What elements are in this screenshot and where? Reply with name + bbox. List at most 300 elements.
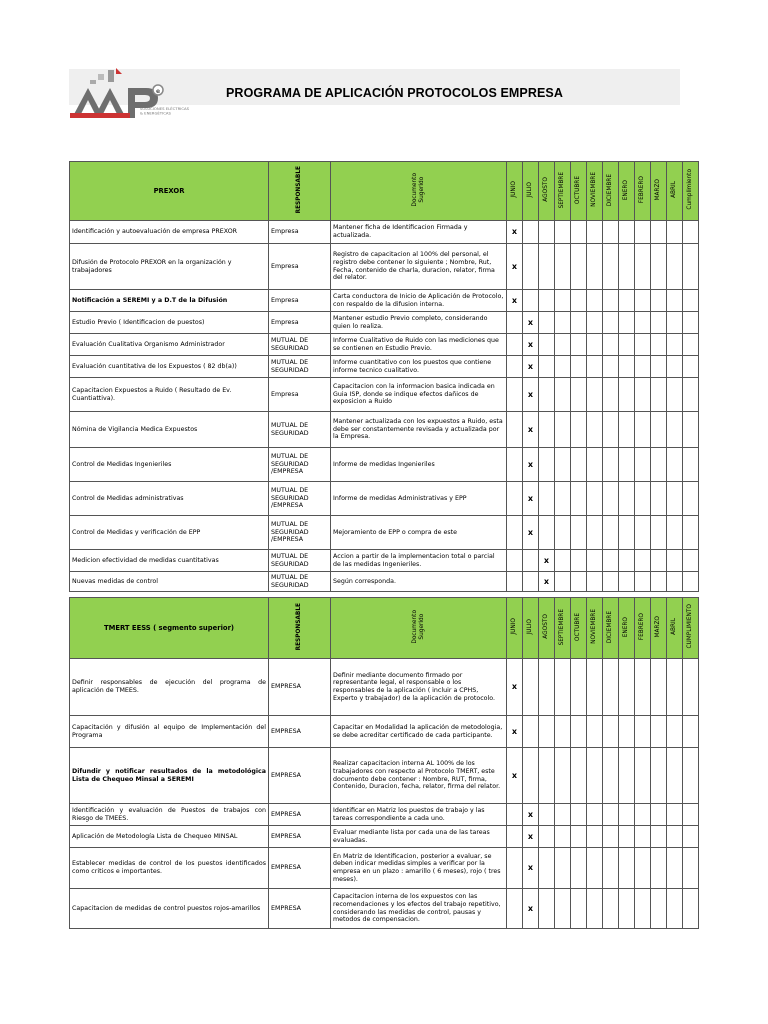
month-cell <box>571 482 587 516</box>
month-cell <box>587 889 603 929</box>
header-month-text: NOVIEMBRE <box>591 609 598 645</box>
month-cell <box>603 848 619 889</box>
month-cell <box>555 889 571 929</box>
schedule-mark: x <box>511 770 518 780</box>
table-row <box>70 312 699 334</box>
month-cell <box>523 516 539 550</box>
month-cell <box>619 804 635 826</box>
document-cell: Accion a partir de la implementacion total o parcial de las medidas Ingenieriles. <box>331 550 507 572</box>
month-cell <box>619 748 635 804</box>
month-cell <box>619 412 635 448</box>
header-month-noviembre <box>587 598 603 659</box>
activity-cell: Notificación a SEREMI y a D.T de la Difusión <box>70 290 269 312</box>
header-month-abril <box>667 162 683 221</box>
responsable-cell: Empresa <box>269 221 331 244</box>
month-cell <box>635 716 651 748</box>
responsable-cell: MUTUAL DE SEGURIDAD /EMPRESA <box>269 516 331 550</box>
header-documento <box>331 162 507 221</box>
document-cell: Capacitar en Modalidad la aplicación de metodologia, se debe acreditar certificado de cada participante. <box>331 716 507 748</box>
month-cell <box>651 516 667 550</box>
document-cell: Mantener estudio Previo completo, considerando quien lo realiza. <box>331 312 507 334</box>
document-cell: Evaluar mediante lista por cada una de las tareas evaluadas. <box>331 826 507 848</box>
month-cell <box>555 716 571 748</box>
month-cell <box>651 312 667 334</box>
month-cell <box>619 516 635 550</box>
month-cell <box>651 826 667 848</box>
month-cell <box>539 826 555 848</box>
month-cell <box>651 448 667 482</box>
month-cell <box>651 356 667 378</box>
month-cell <box>603 716 619 748</box>
month-cell <box>667 748 683 804</box>
month-cell <box>667 356 683 378</box>
month-cell <box>555 572 571 592</box>
month-cell <box>635 448 651 482</box>
month-cell <box>683 290 699 312</box>
month-cell <box>571 244 587 290</box>
month-cell <box>603 572 619 592</box>
month-cell <box>683 221 699 244</box>
month-cell <box>523 889 539 929</box>
schedule-mark: x <box>527 389 534 399</box>
month-cell <box>555 334 571 356</box>
month-cell <box>667 804 683 826</box>
month-cell <box>571 804 587 826</box>
schedule-mark: x <box>527 361 534 371</box>
month-cell <box>555 378 571 412</box>
month-cell <box>635 312 651 334</box>
responsable-cell: MUTUAL DE SEGURIDAD /EMPRESA <box>269 482 331 516</box>
table-row <box>70 412 699 448</box>
month-cell <box>539 448 555 482</box>
month-cell <box>539 378 555 412</box>
month-cell <box>667 848 683 889</box>
month-cell <box>523 748 539 804</box>
month-cell <box>507 312 523 334</box>
month-cell <box>635 572 651 592</box>
schedule-mark: x <box>543 555 550 565</box>
header-month-marzo <box>651 162 667 221</box>
month-cell <box>507 482 523 516</box>
month-cell <box>651 572 667 592</box>
month-cell <box>555 804 571 826</box>
header-month-text: JULIO <box>527 618 534 635</box>
activity-cell: Capacitacion Expuestos a Ruido ( Resultado de Ev. Cuantiattiva). <box>70 378 269 412</box>
month-cell <box>587 659 603 716</box>
prexor-table <box>69 161 699 592</box>
table-row <box>70 804 699 826</box>
month-cell <box>555 290 571 312</box>
month-cell <box>667 659 683 716</box>
month-cell <box>555 550 571 572</box>
activity-cell: Difusión de Protocolo PREXOR en la organización y trabajadores <box>70 244 269 290</box>
month-cell <box>683 312 699 334</box>
responsable-cell: MUTUAL DE SEGURIDAD <box>269 356 331 378</box>
month-cell <box>587 221 603 244</box>
schedule-mark: x <box>527 424 534 434</box>
month-cell <box>603 826 619 848</box>
document-cell: Informe cuantitativo con los puestos que contiene informe tecnico cualitativo. <box>331 356 507 378</box>
month-cell <box>507 290 523 312</box>
month-cell <box>571 448 587 482</box>
header-month-septiembre <box>555 162 571 221</box>
header-month-text: CUMPLIMIENTO <box>687 604 694 649</box>
document-cell: Mejoramiento de EPP o compra de este <box>331 516 507 550</box>
month-cell <box>555 312 571 334</box>
logo-mark-letter: e <box>155 88 161 95</box>
month-cell <box>555 659 571 716</box>
month-cell <box>619 312 635 334</box>
responsable-cell: MUTUAL DE SEGURIDAD <box>269 550 331 572</box>
month-cell <box>507 889 523 929</box>
month-cell <box>603 334 619 356</box>
month-cell <box>683 659 699 716</box>
responsable-cell: MUTUAL DE SEGURIDAD <box>269 572 331 592</box>
header-documento-line1: Documento <box>411 172 418 207</box>
header-month-noviembre <box>587 162 603 221</box>
month-cell <box>571 356 587 378</box>
month-cell <box>651 334 667 356</box>
month-cell <box>587 356 603 378</box>
header-month-junio <box>507 598 523 659</box>
month-cell <box>635 748 651 804</box>
document-cell: Definir mediante documento firmado por representante legal, el responsable o los responsables de la aplicación ( incluir a CPHS, Experto y trabajador) de la aplicación de protocolo. <box>331 659 507 716</box>
month-cell <box>667 482 683 516</box>
month-cell <box>587 448 603 482</box>
activity-cell: Control de Medidas administrativas <box>70 482 269 516</box>
header-month-febrero <box>635 162 651 221</box>
month-cell <box>651 748 667 804</box>
month-cell <box>587 748 603 804</box>
month-cell <box>619 448 635 482</box>
table-row <box>70 889 699 929</box>
responsable-cell: Empresa <box>269 312 331 334</box>
month-cell <box>555 748 571 804</box>
month-cell <box>619 290 635 312</box>
activity-cell: Identificación y autoevaluación de empresa PREXOR <box>70 221 269 244</box>
month-cell <box>603 378 619 412</box>
header-month-septiembre <box>555 598 571 659</box>
table-row <box>70 482 699 516</box>
month-cell <box>651 290 667 312</box>
month-cell <box>539 804 555 826</box>
month-cell <box>587 312 603 334</box>
month-cell <box>507 448 523 482</box>
header-responsable <box>269 162 331 221</box>
header-month-text: ABRIL <box>671 181 678 199</box>
month-cell <box>587 482 603 516</box>
month-cell <box>507 244 523 290</box>
month-cell <box>539 889 555 929</box>
month-cell <box>667 516 683 550</box>
month-cell <box>539 356 555 378</box>
table-row <box>70 659 699 716</box>
month-cell <box>523 826 539 848</box>
month-cell <box>651 412 667 448</box>
month-cell <box>571 312 587 334</box>
month-cell <box>587 848 603 889</box>
month-cell <box>603 221 619 244</box>
month-cell <box>523 659 539 716</box>
header-documento-line2: Sugerido <box>418 613 425 640</box>
month-cell <box>507 826 523 848</box>
month-cell <box>555 356 571 378</box>
month-cell <box>667 244 683 290</box>
month-cell <box>507 378 523 412</box>
activity-cell: Medicion efectividad de medidas cuantitativas <box>70 550 269 572</box>
month-cell <box>603 244 619 290</box>
responsable-cell: MUTUAL DE SEGURIDAD <box>269 334 331 356</box>
month-cell <box>603 659 619 716</box>
table-row <box>70 716 699 748</box>
month-cell <box>507 804 523 826</box>
month-cell <box>619 550 635 572</box>
month-cell <box>619 572 635 592</box>
activity-cell: Control de Medidas Ingenieriles <box>70 448 269 482</box>
month-cell <box>683 804 699 826</box>
activity-cell: Identificación y evaluación de Puestos de trabajos con Riesgo de TMEES. <box>70 804 269 826</box>
month-cell <box>587 378 603 412</box>
month-cell <box>667 716 683 748</box>
month-cell <box>587 516 603 550</box>
page-title: PROGRAMA DE APLICACIÓN PROTOCOLOS EMPRESA <box>226 86 563 100</box>
schedule-mark: x <box>511 682 518 692</box>
header-month-text: SEPTIEMBRE <box>559 171 566 208</box>
month-cell <box>507 848 523 889</box>
header-month-text: FEBRERO <box>639 613 646 641</box>
table-row <box>70 334 699 356</box>
month-cell <box>667 221 683 244</box>
responsable-cell: Empresa <box>269 290 331 312</box>
month-cell <box>571 290 587 312</box>
month-cell <box>523 356 539 378</box>
activity-cell: Definir responsables de ejecución del programa de aplicación de TMEES. <box>70 659 269 716</box>
month-cell <box>539 412 555 448</box>
month-cell <box>667 290 683 312</box>
month-cell <box>683 356 699 378</box>
activity-cell: Nómina de Vigilancia Medica Expuestos <box>70 412 269 448</box>
activity-cell: Control de Medidas y verificación de EPP <box>70 516 269 550</box>
month-cell <box>539 244 555 290</box>
month-cell <box>571 716 587 748</box>
header-month-marzo <box>651 598 667 659</box>
month-cell <box>587 572 603 592</box>
header-month-text: AGOSTO <box>543 177 550 203</box>
activity-cell: Capacitación y difusión al equipo de Implementación del Programa <box>70 716 269 748</box>
month-cell <box>683 748 699 804</box>
header-month-text: ENERO <box>623 179 630 200</box>
month-cell <box>667 334 683 356</box>
table-row <box>70 448 699 482</box>
month-cell <box>555 516 571 550</box>
schedule-mark: x <box>527 317 534 327</box>
month-cell <box>603 412 619 448</box>
month-cell <box>539 221 555 244</box>
document-cell: Informe Cualitativo de Ruido con las mediciones que se contienen en Estudio Previo. <box>331 334 507 356</box>
responsable-cell: EMPRESA <box>269 716 331 748</box>
table-row <box>70 244 699 290</box>
month-cell <box>523 378 539 412</box>
month-cell <box>523 290 539 312</box>
month-cell <box>683 848 699 889</box>
month-cell <box>667 572 683 592</box>
section-label: PREXOR <box>70 162 269 221</box>
month-cell <box>555 848 571 889</box>
month-cell <box>635 889 651 929</box>
month-cell <box>667 448 683 482</box>
month-cell <box>635 334 651 356</box>
section-label: TMERT EESS ( segmento superior) <box>70 598 269 659</box>
month-cell <box>539 848 555 889</box>
month-cell <box>635 482 651 516</box>
responsable-cell: MUTUAL DE SEGURIDAD /EMPRESA <box>269 448 331 482</box>
header-month-text: DICIEMBRE <box>607 610 614 643</box>
month-cell <box>635 516 651 550</box>
month-cell <box>571 572 587 592</box>
header-month-julio <box>523 162 539 221</box>
header-documento-text <box>412 173 426 207</box>
header-documento-line2: Sugerido <box>418 176 425 203</box>
schedule-mark: x <box>543 576 550 586</box>
month-cell <box>635 826 651 848</box>
month-cell <box>683 550 699 572</box>
month-cell <box>603 804 619 826</box>
header-month-text: ENERO <box>623 616 630 637</box>
month-cell <box>603 482 619 516</box>
month-cell <box>635 848 651 889</box>
table-row <box>70 572 699 592</box>
month-cell <box>619 716 635 748</box>
month-cell <box>571 889 587 929</box>
month-cell <box>507 412 523 448</box>
month-cell <box>587 334 603 356</box>
logo-tagline-2: & ENERGÉTICAS <box>140 110 171 116</box>
month-cell <box>635 356 651 378</box>
month-cell <box>571 221 587 244</box>
header-month-text: OCTUBRE <box>575 612 582 641</box>
header-responsable-text: RESPONSABLE <box>296 603 303 651</box>
month-cell <box>619 482 635 516</box>
month-cell <box>507 221 523 244</box>
month-cell <box>571 659 587 716</box>
month-cell <box>667 378 683 412</box>
responsable-cell: EMPRESA <box>269 826 331 848</box>
table-header-row <box>70 598 699 659</box>
month-cell <box>651 550 667 572</box>
document-cell: Capacitacion con la informacion basica indicada en Guia ISP, donde se indique efectos dañicos de exposicion a Ruido <box>331 378 507 412</box>
month-cell <box>651 716 667 748</box>
table-row <box>70 221 699 244</box>
header-month-text: MARZO <box>655 178 662 201</box>
month-cell <box>571 550 587 572</box>
header-month-julio <box>523 598 539 659</box>
table-row <box>70 516 699 550</box>
schedule-mark: x <box>527 493 534 503</box>
month-cell <box>587 804 603 826</box>
month-cell <box>603 889 619 929</box>
month-cell <box>683 448 699 482</box>
header-month-enero <box>619 598 635 659</box>
responsable-cell: EMPRESA <box>269 848 331 889</box>
month-cell <box>539 748 555 804</box>
activity-cell: Aplicación de Metodología Lista de Chequeo MINSAL <box>70 826 269 848</box>
month-cell <box>635 378 651 412</box>
header-responsable <box>269 598 331 659</box>
document-cell: Capacitacion interna de los expuestos con las recomendaciones y los efectos del trabajo repetitivo, considerando las medidas de control, pausas y metodos de compensacion. <box>331 889 507 929</box>
month-cell <box>683 378 699 412</box>
company-logo <box>70 68 200 120</box>
schedule-mark: x <box>511 227 518 237</box>
month-cell <box>523 334 539 356</box>
tmert-table <box>69 597 699 929</box>
schedule-mark: x <box>527 863 534 873</box>
document-cell: Mantener ficha de Identificacion Firmada y actualizada. <box>331 221 507 244</box>
header-month-text: SEPTIEMBRE <box>559 608 566 645</box>
month-cell <box>507 572 523 592</box>
month-cell <box>587 290 603 312</box>
month-cell <box>683 482 699 516</box>
month-cell <box>651 889 667 929</box>
table-row <box>70 826 699 848</box>
month-cell <box>555 448 571 482</box>
header-month-text: DICIEMBRE <box>607 173 614 206</box>
responsable-cell: MUTUAL DE SEGURIDAD <box>269 412 331 448</box>
document-cell: Carta conductora de Inicio de Aplicación de Protocolo, con respaldo de la difusion interna. <box>331 290 507 312</box>
responsable-cell: EMPRESA <box>269 748 331 804</box>
month-cell <box>683 889 699 929</box>
document-cell: En Matriz de Identificacion, posterior a evaluar, se deben indicar medidas simples a verificar por la empresa en un plazo : amarillo ( 6 meses), rojo ( tres meses). <box>331 848 507 889</box>
month-cell <box>651 244 667 290</box>
document-cell: Identificar en Matriz los puestos de trabajo y las tareas correspondiente a cada uno. <box>331 804 507 826</box>
table-row <box>70 378 699 412</box>
month-cell <box>635 412 651 448</box>
month-cell <box>539 659 555 716</box>
header-month-text: Cumplimiento <box>687 169 694 211</box>
month-cell <box>587 716 603 748</box>
month-cell <box>555 412 571 448</box>
month-cell <box>523 572 539 592</box>
responsable-cell: EMPRESA <box>269 804 331 826</box>
document-cell: Realizar capacitacion interna AL 100% de los trabajadores con respecto al Protocolo TMERT, este documento debe contener : Nombre, RUT, firma, Contenido, Duracion, fecha, relator, firma del relator. <box>331 748 507 804</box>
month-cell <box>651 378 667 412</box>
month-cell <box>539 516 555 550</box>
document-cell: Informe de medidas Administrativas y EPP <box>331 482 507 516</box>
month-cell <box>651 848 667 889</box>
responsable-cell: Empresa <box>269 244 331 290</box>
schedule-mark: x <box>527 339 534 349</box>
schedule-mark: x <box>527 809 534 819</box>
header-month-text: OCTUBRE <box>575 175 582 204</box>
header-month-text: NOVIEMBRE <box>591 172 598 208</box>
table-row <box>70 550 699 572</box>
month-cell <box>539 572 555 592</box>
schedule-mark: x <box>527 831 534 841</box>
month-cell <box>667 826 683 848</box>
header-month-cumplimiento <box>683 598 699 659</box>
month-cell <box>651 659 667 716</box>
month-cell <box>603 290 619 312</box>
month-cell <box>635 244 651 290</box>
month-cell <box>619 221 635 244</box>
month-cell <box>507 550 523 572</box>
month-cell <box>523 244 539 290</box>
month-cell <box>539 334 555 356</box>
month-cell <box>571 378 587 412</box>
month-cell <box>523 716 539 748</box>
month-cell <box>619 659 635 716</box>
responsable-cell: EMPRESA <box>269 889 331 929</box>
month-cell <box>651 482 667 516</box>
